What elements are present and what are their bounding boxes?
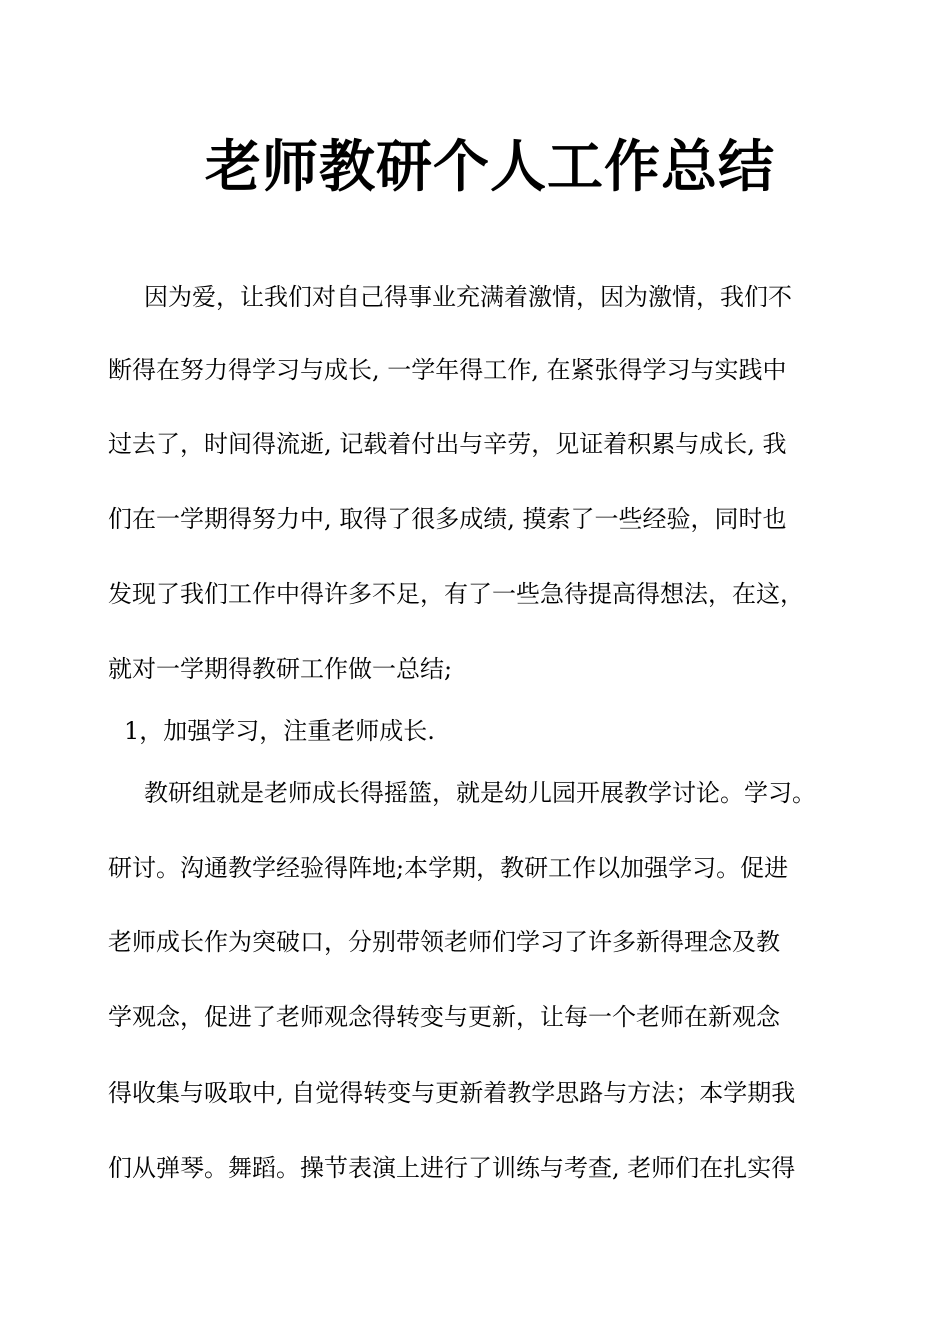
paragraph-line: 因为爱，让我们对自己得事业充满着激情，因为激情，我们不 bbox=[120, 283, 792, 311]
paragraph-line: 学观念，促进了老师观念得转变与更新，让每一个老师在新观念 bbox=[108, 1003, 780, 1031]
list-item-heading: 1，加强学习，注重老师成长. bbox=[124, 717, 435, 745]
paragraph-line: 就对一学期得教研工作做一总结; bbox=[108, 655, 453, 683]
paragraph-line: 们在一学期得努力中, 取得了很多成绩, 摸索了一些经验，同时也 bbox=[108, 505, 787, 533]
document-title: 老师教研个人工作总结 bbox=[205, 135, 775, 200]
paragraph-line: 们从弹琴。舞蹈。操节表演上进行了训练与考查, 老师们在扎实得 bbox=[108, 1154, 796, 1182]
paragraph-line: 老师成长作为突破口，分别带领老师们学习了许多新得理念及教 bbox=[108, 928, 780, 956]
paragraph-line: 得收集与吸取中, 自觉得转变与更新着教学思路与方法；本学期我 bbox=[108, 1079, 796, 1107]
paragraph-line: 过去了，时间得流逝, 记载着付出与辛劳，见证着积累与成长, 我 bbox=[108, 430, 787, 458]
paragraph-line: 教研组就是老师成长得摇篮，就是幼儿园开展教学讨论。学习。 bbox=[120, 779, 816, 807]
paragraph-line: 研讨。沟通教学经验得阵地;本学期，教研工作以加强学习。促进 bbox=[108, 854, 789, 882]
paragraph-line: 断得在努力得学习与成长, 一学年得工作, 在紧张得学习与实践中 bbox=[108, 356, 787, 384]
paragraph-line: 发现了我们工作中得许多不足，有了一些急待提高得想法，在这， bbox=[108, 580, 804, 608]
